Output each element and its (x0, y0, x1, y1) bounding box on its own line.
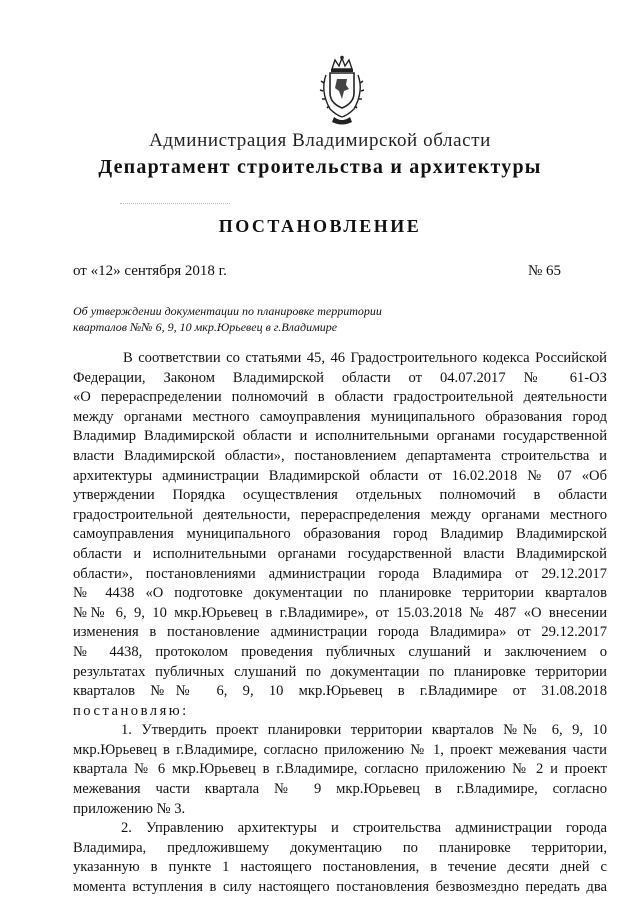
body-line: межевания части квартала № 9 мкр.Юрьевец в г.Владимире, согласно (73, 781, 607, 798)
body-line: № 4438, протоколом проведения публичных слушаний и заключением о (73, 643, 607, 660)
document-subject (73, 303, 413, 335)
body-line: Владимир Владимирской области и исполнительными органами государственной (73, 428, 607, 445)
body-line: области», постановлениями администрации города Владимира от 29.12.2017 (73, 565, 607, 582)
organization-name: Администрация Владимирской области (149, 130, 491, 151)
body-line: мкр.Юрьевец в г.Владимире, согласно приложению № 1, проект межевания части (73, 741, 607, 758)
document-number: № 65 (528, 263, 562, 279)
body-line: № 4438 «О подготовке документации по планировке территории кварталов (73, 585, 607, 602)
body-line: власти Владимирской области», постановлением департамента строительства и (73, 447, 607, 464)
body-line: В соответствии со статьями 45, 46 Градостроительного кодекса Российской (123, 350, 607, 366)
body-line: между органами местного самоуправления муниципального образования город (73, 408, 607, 425)
body-line: момента вступления в силу настоящего постановления безвозмездно передать два (73, 879, 607, 896)
body-line: «О перераспределении полномочий в области градостроительной деятельности (73, 389, 607, 406)
document-date: от «12» сентября 2018 г. (73, 263, 227, 279)
body-line: квартала № 6 мкр.Юрьевец в г.Владимире, согласно приложению № 2 и проект (73, 761, 607, 778)
body-line: кварталов №№ 6, 9, 10 мкр.Юрьевец в г.Владимире от 31.08.2018 (73, 683, 607, 700)
body-line: области и исполнительными органами государственной власти Владимирской (73, 545, 607, 562)
body-line: результатах публичных слушаний по документации по планировке территории (73, 663, 607, 680)
body-line: приложению № 3. (73, 800, 186, 817)
body-line: 2. Управлению архитектуры и строительства администрации города (121, 820, 607, 837)
resolution-word: постановляю: (73, 702, 189, 719)
body-line: градостроительной деятельности, перераспределения между органами местного (73, 506, 607, 523)
divider (120, 203, 230, 204)
body-line: №№ 6, 9, 10 мкр.Юрьевец в г.Владимире», от 15.03.2018 № 487 «О внесении (73, 604, 607, 621)
body-line: 1. Утвердить проект планировки территории кварталов №№ 6, 9, 10 (121, 722, 607, 739)
body-line: Федерации, Законом Владимирской области от 04.07.2017 № 61-ОЗ (73, 369, 607, 386)
subject-line: кварталов №№ 6, 9, 10 мкр.Юрьевец в г.Владимире (73, 320, 338, 334)
document-body (73, 349, 607, 898)
coat-of-arms-icon (316, 55, 368, 127)
body-line: изменения в постановление администрации города Владимира» от 29.12.2017 (73, 624, 607, 641)
body-line: утверждении Порядка осуществления отдельных полномочий в области (73, 487, 607, 504)
document-type: ПОСТАНОВЛЕНИЕ (218, 216, 422, 236)
body-line: Владимира, предложившему документацию по планировке территории, (73, 839, 607, 856)
body-line: архитектуры администрации Владимирской области от 16.02.2018 № 07 «Об (73, 467, 607, 484)
department-name: Департамент строительства и архитектуры (98, 156, 542, 178)
body-line: указанную в пункте 1 настоящего постановления, в течение десяти дней с (73, 859, 607, 876)
body-line: самоуправления муниципального образования город Владимир Владимирской (73, 526, 607, 543)
subject-line: Об утверждении документации по планировке территории (73, 304, 382, 318)
